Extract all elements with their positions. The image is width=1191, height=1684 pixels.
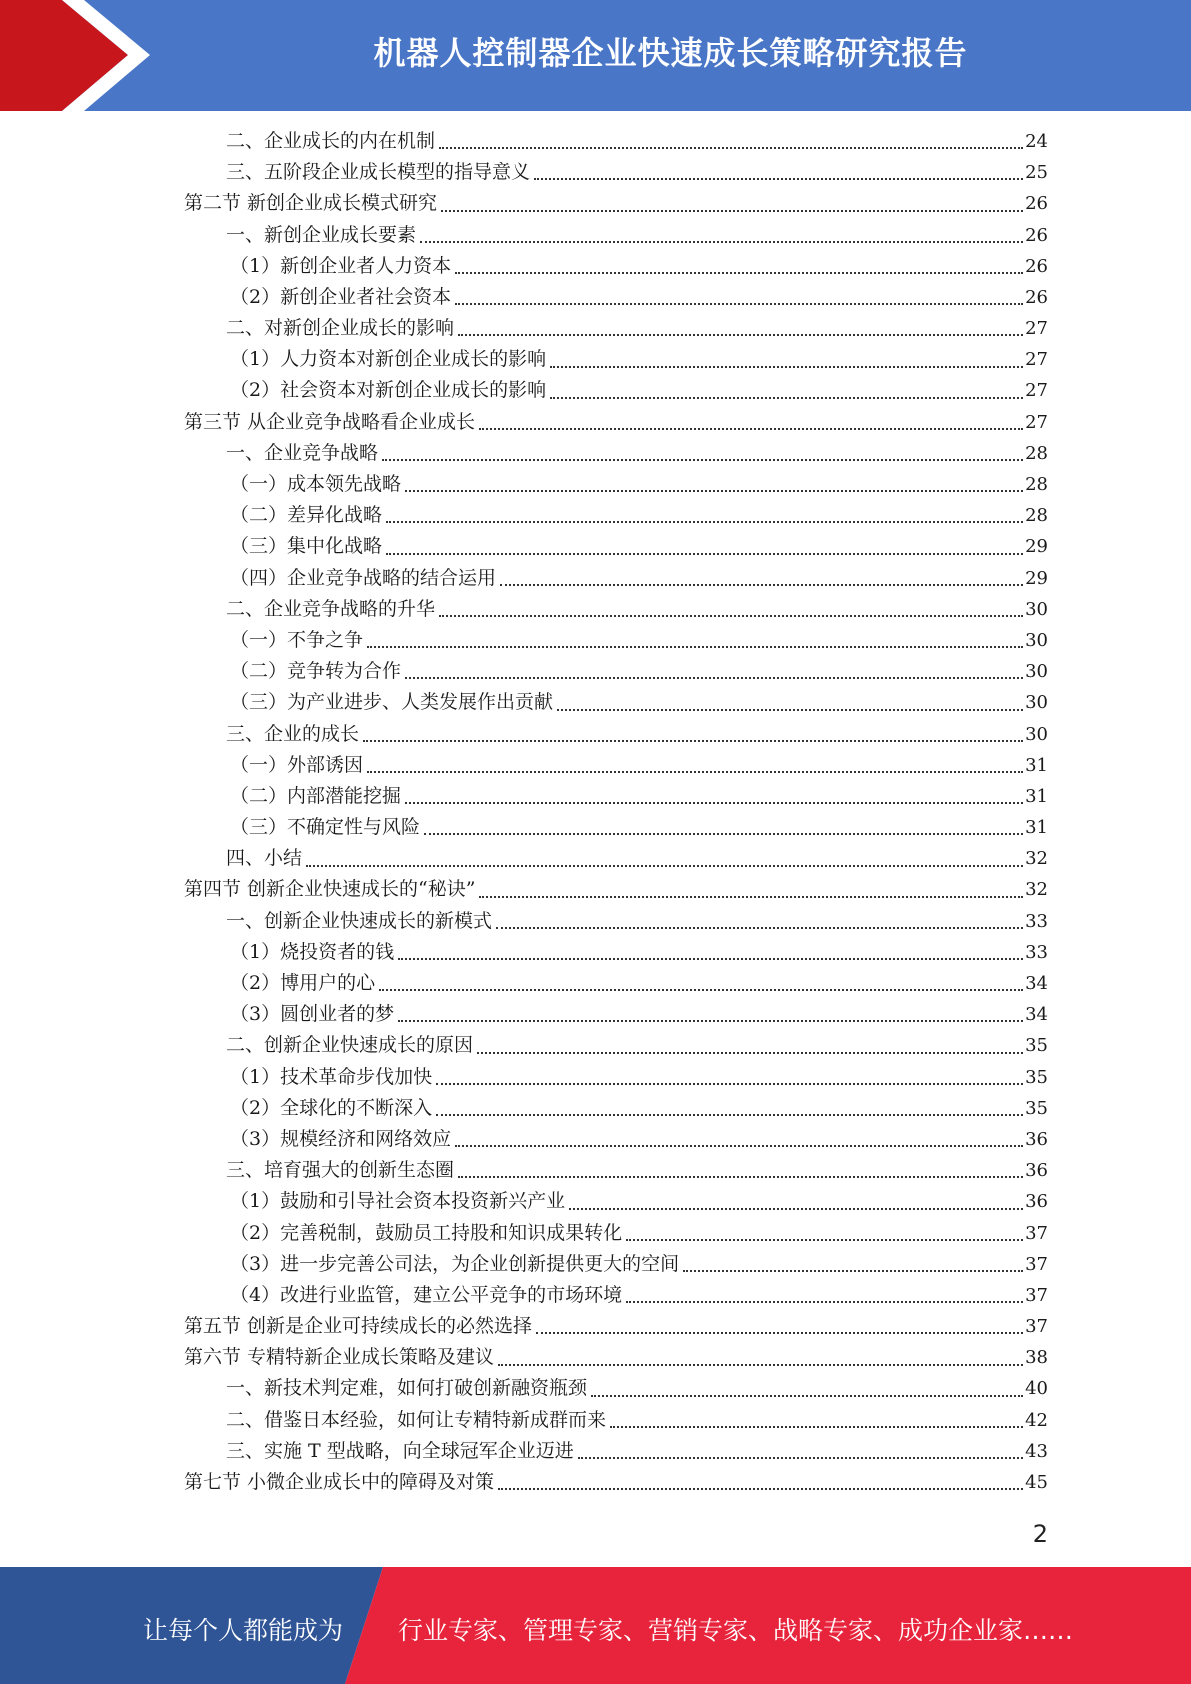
toc-entry-page: 26 [1025, 193, 1048, 215]
toc-entry-page: 36 [1025, 1160, 1048, 1182]
toc-entry-page: 36 [1025, 1191, 1048, 1213]
toc-entry-label: （3）进一步完善公司法，为企业创新提供更大的空间 [230, 1252, 680, 1275]
toc-entry[interactable] [184, 1155, 1048, 1186]
toc-entry-page: 32 [1025, 848, 1048, 870]
toc-entry-label: （1）鼓励和引导社会资本投资新兴产业 [230, 1190, 566, 1213]
toc-entry-page: 25 [1025, 162, 1048, 184]
toc-dot-leader [455, 272, 1023, 274]
toc-entry[interactable] [184, 750, 1048, 781]
toc-entry-label: 第三节 从企业竞争战略看企业成长 [184, 410, 476, 433]
toc-entry-label: 第二节 新创企业成长模式研究 [184, 192, 438, 215]
toc-entry[interactable] [184, 1030, 1048, 1061]
toc-entry-label: （2）全球化的不断深入 [230, 1096, 433, 1119]
toc-dot-leader [398, 958, 1023, 960]
toc-entry-label: （三）集中化战略 [230, 535, 383, 558]
toc-dot-leader [367, 771, 1023, 773]
toc-entry-page: 27 [1025, 380, 1048, 402]
toc-entry-label: 一、新技术判定难，如何打破创新融资瓶颈 [226, 1377, 588, 1400]
toc-entry-page: 37 [1025, 1284, 1048, 1306]
toc-entry-label: （1）烧投资者的钱 [230, 940, 395, 963]
toc-entry-page: 30 [1025, 723, 1048, 745]
toc-entry-page: 27 [1025, 411, 1048, 433]
toc-entry[interactable] [184, 781, 1048, 812]
report-title: 机器人控制器企业快速成长策略研究报告 [373, 34, 968, 72]
toc-entry-label: 第五节 创新是企业可持续成长的必然选择 [184, 1315, 533, 1338]
toc-dot-leader [405, 802, 1023, 804]
toc-entry[interactable] [184, 625, 1048, 656]
toc-entry-page: 29 [1025, 567, 1048, 589]
toc-entry-label: （三）为产业进步、人类发展作出贡献 [230, 691, 554, 714]
toc-entry-page: 37 [1025, 1316, 1048, 1338]
toc-entry-page: 28 [1025, 474, 1048, 496]
toc-dot-leader [398, 1020, 1023, 1022]
toc-entry-label: 三、企业的成长 [226, 722, 360, 745]
toc-entry-label: 第七节 小微企业成长中的障碍及对策 [184, 1471, 495, 1494]
toc-dot-leader [436, 1114, 1023, 1116]
toc-entry-page: 34 [1025, 973, 1048, 995]
toc-dot-leader [496, 927, 1023, 929]
table-of-contents [184, 126, 1048, 1498]
toc-dot-leader [424, 833, 1023, 835]
toc-entry[interactable] [184, 531, 1048, 562]
toc-entry-label: 四、小结 [226, 847, 303, 870]
toc-entry[interactable] [184, 1311, 1048, 1342]
toc-dot-leader [557, 709, 1023, 711]
toc-dot-leader [550, 366, 1023, 368]
toc-dot-leader [550, 397, 1023, 399]
toc-entry[interactable] [184, 188, 1048, 219]
toc-entry-page: 35 [1025, 1097, 1048, 1119]
toc-dot-leader [626, 1239, 1023, 1241]
toc-entry[interactable] [184, 1374, 1048, 1405]
toc-entry[interactable] [184, 656, 1048, 687]
toc-entry-page: 26 [1025, 255, 1048, 277]
toc-entry-page: 27 [1025, 318, 1048, 340]
toc-entry-label: （2）博用户的心 [230, 972, 376, 995]
toc-entry-label: 第四节 创新企业快速成长的“秘诀” [184, 878, 476, 901]
toc-entry-label: （2）完善税制，鼓励员工持股和知识成果转化 [230, 1221, 623, 1244]
footer-slogan-left: 让每个人都能成为 [143, 1616, 344, 1645]
toc-dot-leader [436, 1083, 1023, 1085]
toc-entry[interactable] [184, 251, 1048, 282]
toc-entry[interactable] [184, 687, 1048, 718]
toc-entry-label: 二、借鉴日本经验，如何让专精特新成群而来 [226, 1408, 607, 1431]
toc-dot-leader [439, 147, 1023, 149]
toc-entry[interactable] [184, 282, 1048, 313]
toc-dot-leader [363, 740, 1023, 742]
toc-dot-leader [498, 1364, 1023, 1366]
toc-entry[interactable] [184, 1436, 1048, 1467]
toc-entry[interactable] [184, 157, 1048, 188]
toc-dot-leader [534, 178, 1023, 180]
toc-entry-label: （2）社会资本对新创企业成长的影响 [230, 379, 547, 402]
toc-entry-page: 45 [1025, 1472, 1048, 1494]
toc-entry[interactable] [184, 1342, 1048, 1373]
toc-dot-leader [386, 521, 1023, 523]
toc-dot-leader [367, 646, 1023, 648]
toc-dot-leader [379, 989, 1023, 991]
toc-entry-label: 二、对新创企业成长的影响 [226, 317, 455, 340]
toc-entry[interactable] [184, 1280, 1048, 1311]
toc-dot-leader [455, 1145, 1023, 1147]
toc-entry[interactable] [184, 220, 1048, 251]
toc-dot-leader [382, 459, 1023, 461]
toc-dot-leader [683, 1270, 1023, 1272]
toc-entry-page: 34 [1025, 1004, 1048, 1026]
toc-dot-leader [479, 896, 1023, 898]
toc-entry-label: （二）内部潜能挖掘 [230, 784, 402, 807]
toc-entry-page: 30 [1025, 629, 1048, 651]
toc-entry[interactable] [184, 812, 1048, 843]
toc-entry-page: 40 [1025, 1378, 1048, 1400]
toc-entry[interactable] [184, 376, 1048, 407]
toc-entry[interactable] [184, 968, 1048, 999]
toc-entry-page: 26 [1025, 224, 1048, 246]
toc-entry-page: 31 [1025, 785, 1048, 807]
toc-entry-label: （3）规模经济和网络效应 [230, 1127, 452, 1150]
toc-entry[interactable] [184, 500, 1048, 531]
toc-entry[interactable] [184, 1186, 1048, 1217]
toc-dot-leader [405, 677, 1023, 679]
toc-entry-page: 37 [1025, 1253, 1048, 1275]
toc-entry-label: 三、实施 T 型战略，向全球冠军企业迈进 [226, 1439, 574, 1462]
toc-entry-label: （一）外部诱因 [230, 753, 364, 776]
toc-entry-page: 32 [1025, 879, 1048, 901]
toc-entry-label: （1）新创企业者人力资本 [230, 254, 452, 277]
toc-entry-label: 三、培育强大的创新生态圈 [226, 1159, 455, 1182]
toc-entry[interactable] [184, 1218, 1048, 1249]
toc-entry[interactable] [184, 1405, 1048, 1436]
toc-dot-leader [441, 210, 1023, 212]
toc-dot-leader [458, 1176, 1023, 1178]
page-footer [0, 1567, 1191, 1684]
toc-entry[interactable] [184, 875, 1048, 906]
toc-dot-leader [458, 334, 1023, 336]
toc-entry-page: 27 [1025, 349, 1048, 371]
toc-dot-leader [610, 1426, 1023, 1428]
toc-entry[interactable] [184, 1124, 1048, 1155]
toc-entry-page: 42 [1025, 1409, 1048, 1431]
toc-dot-leader [626, 1301, 1023, 1303]
toc-entry-page: 26 [1025, 286, 1048, 308]
toc-dot-leader [578, 1457, 1023, 1459]
toc-entry[interactable] [184, 906, 1048, 937]
toc-dot-leader [455, 303, 1023, 305]
toc-entry[interactable] [184, 469, 1048, 500]
page-number: 2 [1032, 1520, 1048, 1548]
toc-entry-label: （二）竞争转为合作 [230, 660, 402, 683]
toc-entry[interactable] [184, 999, 1048, 1030]
toc-entry-label: （二）差异化战略 [230, 504, 383, 527]
toc-entry-page: 33 [1025, 910, 1048, 932]
toc-entry-page: 38 [1025, 1347, 1048, 1369]
footer-slogan-right: 行业专家、管理专家、营销专家、战略专家、成功企业家…… [398, 1616, 1074, 1645]
toc-entry-label: 一、企业竞争战略 [226, 441, 379, 464]
toc-entry-page: 30 [1025, 598, 1048, 620]
toc-entry[interactable] [184, 438, 1048, 469]
toc-entry-page: 28 [1025, 505, 1048, 527]
toc-entry-label: 第六节 专精特新企业成长策略及建议 [184, 1346, 495, 1369]
toc-entry-page: 43 [1025, 1440, 1048, 1462]
toc-dot-leader [439, 615, 1023, 617]
toc-dot-leader [500, 584, 1023, 586]
toc-entry-label: 二、企业竞争战略的升华 [226, 597, 436, 620]
toc-entry-page: 28 [1025, 442, 1048, 464]
toc-entry-label: （2）新创企业者社会资本 [230, 285, 452, 308]
toc-dot-leader [479, 428, 1023, 430]
toc-entry-label: 一、新创企业成长要素 [226, 223, 417, 246]
toc-entry[interactable] [184, 313, 1048, 344]
toc-entry[interactable] [184, 594, 1048, 625]
toc-dot-leader [477, 1052, 1023, 1054]
toc-dot-leader [405, 490, 1023, 492]
toc-entry-label: 二、创新企业快速成长的原因 [226, 1034, 474, 1057]
toc-entry-page: 31 [1025, 754, 1048, 776]
toc-entry[interactable] [184, 563, 1048, 594]
toc-dot-leader [386, 553, 1023, 555]
toc-entry-label: （3）圆创业者的梦 [230, 1003, 395, 1026]
toc-entry-page: 24 [1025, 130, 1048, 152]
toc-entry-label: 一、创新企业快速成长的新模式 [226, 909, 493, 932]
toc-entry-label: （4）改进行业监管，建立公平竞争的市场环境 [230, 1283, 623, 1306]
toc-entry[interactable] [184, 1249, 1048, 1280]
toc-entry-label: （三）不确定性与风险 [230, 816, 421, 839]
toc-entry-label: （1）人力资本对新创企业成长的影响 [230, 348, 547, 371]
toc-entry-page: 30 [1025, 692, 1048, 714]
toc-dot-leader [591, 1395, 1023, 1397]
toc-entry-label: （一）成本领先战略 [230, 473, 402, 496]
toc-entry-label: 二、企业成长的内在机制 [226, 129, 436, 152]
toc-entry[interactable] [184, 719, 1048, 750]
toc-entry[interactable] [184, 344, 1048, 375]
toc-entry-page: 35 [1025, 1066, 1048, 1088]
toc-dot-leader [536, 1332, 1023, 1334]
toc-entry-page: 31 [1025, 817, 1048, 839]
toc-entry-label: 三、五阶段企业成长模型的指导意义 [226, 161, 531, 184]
toc-entry[interactable] [184, 1093, 1048, 1124]
toc-entry-page: 33 [1025, 941, 1048, 963]
toc-entry-label: （一）不争之争 [230, 628, 364, 651]
toc-entry[interactable] [184, 1467, 1048, 1498]
toc-dot-leader [420, 241, 1023, 243]
toc-entry-page: 36 [1025, 1128, 1048, 1150]
page-header [0, 0, 1191, 111]
toc-entry-label: （四）企业竞争战略的结合运用 [230, 566, 497, 589]
toc-entry[interactable] [184, 407, 1048, 438]
toc-entry-page: 37 [1025, 1222, 1048, 1244]
toc-entry-page: 30 [1025, 661, 1048, 683]
toc-entry[interactable] [184, 843, 1048, 874]
toc-entry[interactable] [184, 937, 1048, 968]
toc-dot-leader [498, 1488, 1023, 1490]
toc-entry[interactable] [184, 1062, 1048, 1093]
toc-dot-leader [306, 865, 1023, 867]
toc-entry-label: （1）技术革命步伐加快 [230, 1065, 433, 1088]
toc-entry-page: 35 [1025, 1035, 1048, 1057]
toc-dot-leader [569, 1208, 1023, 1210]
toc-entry-page: 29 [1025, 536, 1048, 558]
toc-entry[interactable] [184, 126, 1048, 157]
